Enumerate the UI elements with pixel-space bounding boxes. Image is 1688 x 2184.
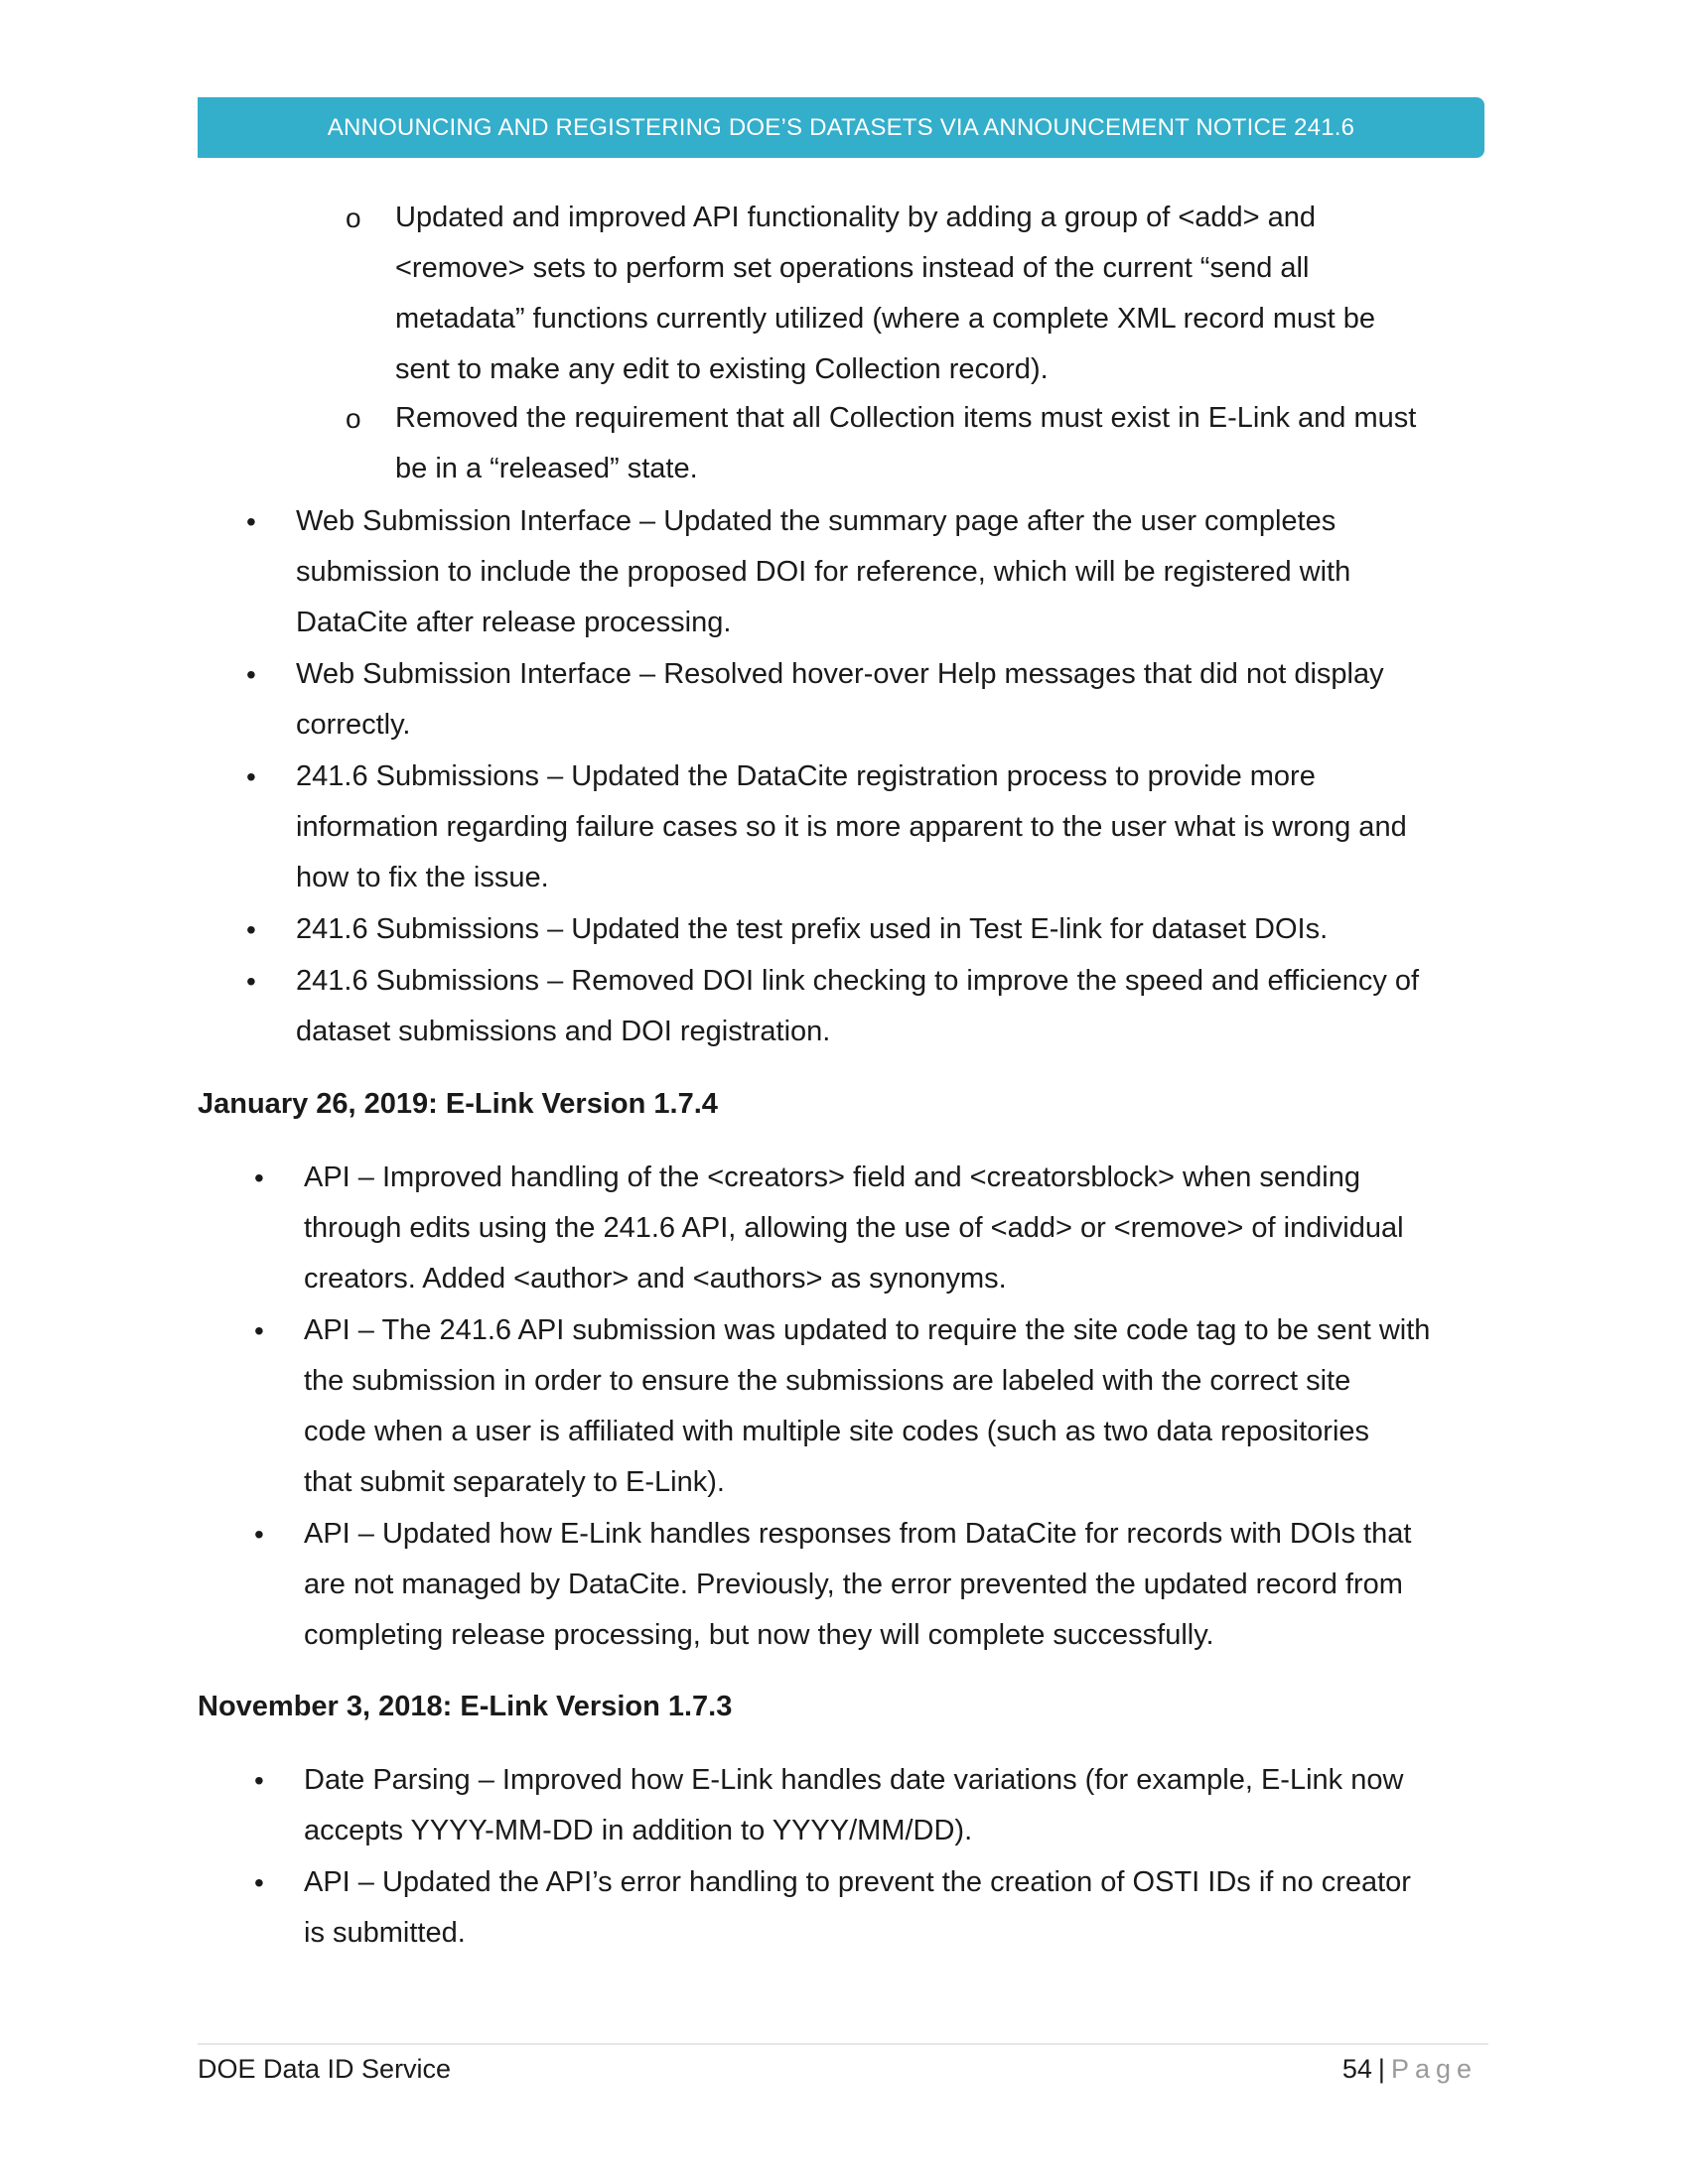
text-line: API – Updated the API’s error handling to prevent the creation of OSTI IDs if no creator	[304, 1866, 1411, 1898]
bullet-dot-icon: •	[254, 1315, 264, 1346]
list-item	[296, 751, 1407, 903]
text-line: Date Parsing – Improved how E-Link handles date variations (for example, E-Link now	[304, 1764, 1404, 1796]
text-line: how to fix the issue.	[296, 862, 549, 893]
list-item	[296, 496, 1350, 648]
list-item	[296, 649, 1384, 751]
section-heading: November 3, 2018: E-Link Version 1.7.3	[198, 1691, 733, 1722]
text-line: be in a “released” state.	[395, 453, 698, 484]
page-separator: |	[1377, 2054, 1385, 2084]
footer-service-name: DOE Data ID Service	[198, 2054, 452, 2084]
list-item	[304, 1305, 1430, 1508]
sub-bullet-marker: o	[346, 203, 361, 233]
text-line: 241.6 Submissions – Updated the test prefix used in Test E-link for dataset DOIs.	[296, 913, 1329, 945]
text-line: submission to include the proposed DOI for reference, which will be registered with	[296, 556, 1351, 588]
text-line: is submitted.	[304, 1917, 466, 1949]
text-line: correctly.	[296, 709, 411, 741]
text-line: Removed the requirement that all Collection items must exist in E-Link and must	[395, 402, 1417, 434]
text-line: API – Improved handling of the <creators> field and <creatorsblock> when sending	[304, 1161, 1360, 1193]
bullet-dot-icon: •	[254, 1519, 264, 1550]
bullet-dot-icon: •	[254, 1162, 264, 1193]
footer-divider	[198, 2043, 1488, 2045]
text-line: DataCite after release processing.	[296, 607, 732, 638]
text-line: <remove> sets to perform set operations instead of the current “send all	[395, 252, 1310, 284]
list-item	[304, 1755, 1403, 1856]
footer-page-number	[1342, 2049, 1477, 2089]
text-line: Web Submission Interface – Updated the summary page after the user completes	[296, 505, 1336, 537]
list-item	[304, 1509, 1411, 1661]
bullet-dot-icon: •	[254, 1765, 264, 1796]
page-label: Page	[1390, 2054, 1477, 2084]
text-line: API – The 241.6 API submission was updated to require the site code tag to be sent with	[304, 1314, 1431, 1346]
text-line: sent to make any edit to existing Collection record).	[395, 353, 1049, 385]
bullet-dot-icon: •	[246, 966, 256, 997]
sub-bullet-marker: o	[346, 403, 361, 434]
header-title: ANNOUNCING AND REGISTERING DOE’S DATASETS VIA ANNOUNCEMENT NOTICE 241.6	[327, 114, 1355, 141]
text-line: that submit separately to E-Link).	[304, 1466, 725, 1498]
list-item	[296, 904, 1328, 955]
sub-item-collection-requirement	[395, 393, 1416, 494]
text-line: are not managed by DataCite. Previously, the error prevented the updated record from	[304, 1569, 1403, 1600]
text-line: metadata” functions currently utilized (where a complete XML record must be	[395, 303, 1375, 335]
text-line: accepts YYYY-MM-DD in addition to YYYY/MM/DD).	[304, 1815, 973, 1846]
text-line: 241.6 Submissions – Updated the DataCite registration process to provide more	[296, 760, 1316, 792]
bullet-dot-icon: •	[246, 659, 256, 690]
text-line: information regarding failure cases so it is more apparent to the user what is wrong and	[296, 811, 1407, 843]
text-line: creators. Added <author> and <authors> as synonyms.	[304, 1263, 1007, 1295]
text-line: through edits using the 241.6 API, allowing the use of <add> or <remove> of individual	[304, 1212, 1404, 1244]
bullet-dot-icon: •	[246, 761, 256, 792]
sub-item-api-functionality	[395, 193, 1375, 395]
text-line: the submission in order to ensure the submissions are labeled with the correct site	[304, 1365, 1351, 1397]
section-heading: January 26, 2019: E-Link Version 1.7.4	[198, 1088, 718, 1120]
page-number: 54	[1341, 2054, 1372, 2084]
text-line: completing release processing, but now they will complete successfully.	[304, 1619, 1214, 1651]
bullet-dot-icon: •	[246, 914, 256, 945]
bullet-dot-icon: •	[254, 1867, 264, 1898]
list-item	[296, 956, 1419, 1057]
list-item	[304, 1153, 1404, 1304]
text-line: API – Updated how E-Link handles responses from DataCite for records with DOIs that	[304, 1518, 1412, 1550]
bullet-dot-icon: •	[246, 506, 256, 537]
text-line: code when a user is affiliated with multiple site codes (such as two data repositories	[304, 1416, 1370, 1447]
list-item	[304, 1857, 1411, 1959]
text-line: Web Submission Interface – Resolved hover-over Help messages that did not display	[296, 658, 1384, 690]
text-line: dataset submissions and DOI registration.	[296, 1016, 831, 1047]
text-line: 241.6 Submissions – Removed DOI link checking to improve the speed and efficiency of	[296, 965, 1420, 997]
document-header-banner	[198, 97, 1484, 158]
text-line: Updated and improved API functionality by adding a group of <add> and	[395, 202, 1317, 233]
